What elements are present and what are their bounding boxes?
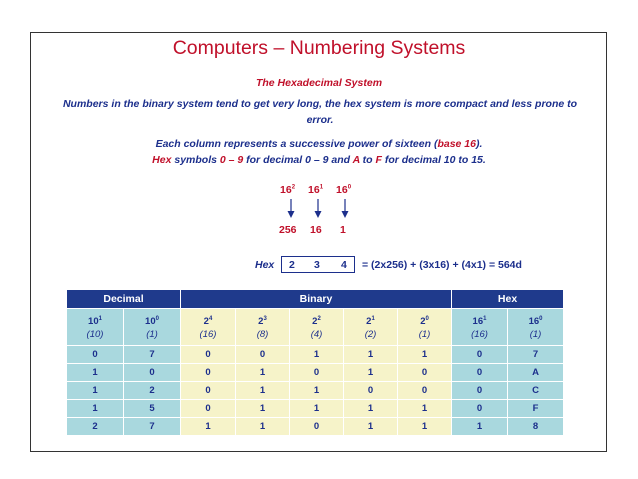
table-cell: 1 — [236, 418, 290, 436]
table-cell: 1 — [344, 346, 398, 364]
column-exp: 0 — [425, 315, 429, 322]
column-exp: 0 — [155, 315, 159, 322]
table-cell: 1 — [67, 382, 124, 400]
table-cell: 0 — [124, 364, 181, 382]
power-16-0-exp: 0 — [347, 184, 352, 191]
column-value: (8) — [256, 329, 269, 341]
column-base: 10 — [145, 316, 156, 328]
column-base: 10 — [88, 316, 99, 328]
place-value-1: 1 — [340, 224, 346, 236]
table-cell: 1 — [67, 364, 124, 382]
group-header-decimal: Decimal — [67, 290, 181, 309]
column-base: 2 — [258, 316, 264, 328]
column-exp: 1 — [371, 315, 375, 322]
hex-digit: 2 — [289, 259, 295, 271]
table-cell: C — [508, 382, 564, 400]
power-header-row — [67, 309, 564, 346]
column-value: (16) — [199, 329, 217, 341]
column-header — [236, 309, 290, 346]
table-row — [67, 346, 564, 364]
hex-digit: 3 — [314, 259, 320, 271]
table-cell: 1 — [398, 346, 452, 364]
column-exp: 1 — [98, 315, 102, 322]
table-cell: 7 — [124, 346, 181, 364]
base-line-text-c: ). — [475, 138, 483, 150]
page-title: Computers – Numbering Systems — [172, 37, 466, 59]
intro-paragraph: Numbers in the binary system tend to get very long, the hex system is more compact and less prone to error. — [62, 98, 578, 126]
table-cell: 0 — [398, 364, 452, 382]
table-cell: 0 — [344, 382, 398, 400]
table-cell: 1 — [67, 400, 124, 418]
column-value: (1) — [418, 329, 431, 341]
power-16-0 — [336, 184, 351, 196]
column-value: (10) — [86, 329, 104, 341]
hex-digit: 4 — [341, 259, 347, 271]
column-header — [124, 309, 181, 346]
column-value: (16) — [471, 329, 488, 341]
down-arrow-icon — [340, 199, 350, 219]
table-cell: 5 — [124, 400, 181, 418]
table-cell: 0 — [398, 382, 452, 400]
table-cell: 0 — [452, 346, 508, 364]
power-16-2 — [280, 184, 295, 196]
table-cell: 1 — [181, 418, 236, 436]
table-cell: 0 — [67, 346, 124, 364]
column-base: 2 — [312, 316, 318, 328]
power-16-2-exp: 2 — [291, 184, 296, 191]
symbols-range-digits: 0 – 9 — [219, 154, 244, 166]
table-cell: 0 — [290, 418, 344, 436]
symbols-text-h: for decimal 10 to 15. — [381, 154, 486, 166]
table-cell: 1 — [344, 364, 398, 382]
symbols-text-b: symbols — [171, 154, 220, 166]
table-cell: 2 — [67, 418, 124, 436]
symbols-letter-a: A — [352, 154, 360, 166]
column-header — [67, 309, 124, 346]
base-line — [0, 138, 638, 150]
base-line-highlight: base 16 — [437, 138, 476, 150]
table-cell: 0 — [290, 364, 344, 382]
column-value: (2) — [364, 329, 377, 341]
table-cell: 1 — [236, 382, 290, 400]
conversion-equation: = (2x256) + (3x16) + (4x1) = 564d — [362, 259, 522, 271]
table-cell: 0 — [452, 400, 508, 418]
table-row — [67, 400, 564, 418]
table-row — [67, 382, 564, 400]
down-arrow-icon — [313, 199, 323, 219]
column-value: (1) — [529, 329, 542, 341]
table-cell: 0 — [181, 364, 236, 382]
hex-label: Hex — [255, 259, 275, 271]
column-header — [344, 309, 398, 346]
table-cell: 1 — [398, 400, 452, 418]
table-cell: 1 — [290, 346, 344, 364]
column-exp: 1 — [483, 315, 487, 322]
column-header — [398, 309, 452, 346]
table-cell: 1 — [290, 382, 344, 400]
power-16-1-base: 16 — [308, 184, 320, 196]
table-cell: 0 — [452, 382, 508, 400]
place-value-16: 16 — [310, 224, 322, 236]
column-base: 16 — [528, 316, 540, 328]
table-cell: 2 — [124, 382, 181, 400]
table-cell: 7 — [508, 346, 564, 364]
table-cell: 0 — [452, 364, 508, 382]
table-row — [67, 418, 564, 436]
power-16-2-base: 16 — [280, 184, 292, 196]
symbols-hex-word: Hex — [152, 154, 172, 166]
column-exp: 4 — [208, 315, 213, 322]
power-16-0-base: 16 — [336, 184, 348, 196]
section-subtitle: The Hexadecimal System — [255, 77, 383, 89]
table-cell: F — [508, 400, 564, 418]
conversion-table — [66, 289, 564, 436]
column-header — [508, 309, 564, 346]
place-value-256: 256 — [279, 224, 297, 236]
table-cell: 1 — [236, 400, 290, 418]
table-row — [67, 364, 564, 382]
symbols-letter-f: F — [375, 154, 382, 166]
symbols-text-d: for decimal 0 – 9 and — [243, 154, 353, 166]
down-arrow-icon — [286, 199, 296, 219]
column-base: 2 — [203, 316, 209, 328]
table-cell: 0 — [181, 400, 236, 418]
column-base: 2 — [420, 316, 426, 328]
column-header — [181, 309, 236, 346]
table-cell: 1 — [452, 418, 508, 436]
column-exp: 2 — [317, 315, 321, 322]
group-header-binary: Binary — [181, 290, 452, 309]
table-cell: 1 — [344, 400, 398, 418]
column-header — [290, 309, 344, 346]
table-cell: 1 — [398, 418, 452, 436]
table-cell: 0 — [236, 346, 290, 364]
table-cell: 1 — [290, 400, 344, 418]
power-16-1 — [308, 184, 323, 196]
symbols-text-f: to — [359, 154, 376, 166]
column-base: 16 — [472, 316, 484, 328]
power-16-1-exp: 1 — [319, 184, 324, 191]
base-line-text-a: Each column represents a successive power of sixteen ( — [155, 138, 438, 150]
column-exp: 3 — [263, 315, 267, 322]
column-value: (1) — [146, 329, 158, 341]
column-value: (4) — [310, 329, 323, 341]
table-cell: 1 — [344, 418, 398, 436]
symbols-line — [0, 154, 638, 166]
column-header — [452, 309, 508, 346]
group-header-hex: Hex — [452, 290, 564, 309]
table-cell: 0 — [181, 346, 236, 364]
table-cell: 0 — [181, 382, 236, 400]
table-cell: 1 — [236, 364, 290, 382]
table-cell: 8 — [508, 418, 564, 436]
table-cell: A — [508, 364, 564, 382]
column-exp: 0 — [539, 315, 543, 322]
table-cell: 7 — [124, 418, 181, 436]
column-base: 2 — [366, 316, 372, 328]
